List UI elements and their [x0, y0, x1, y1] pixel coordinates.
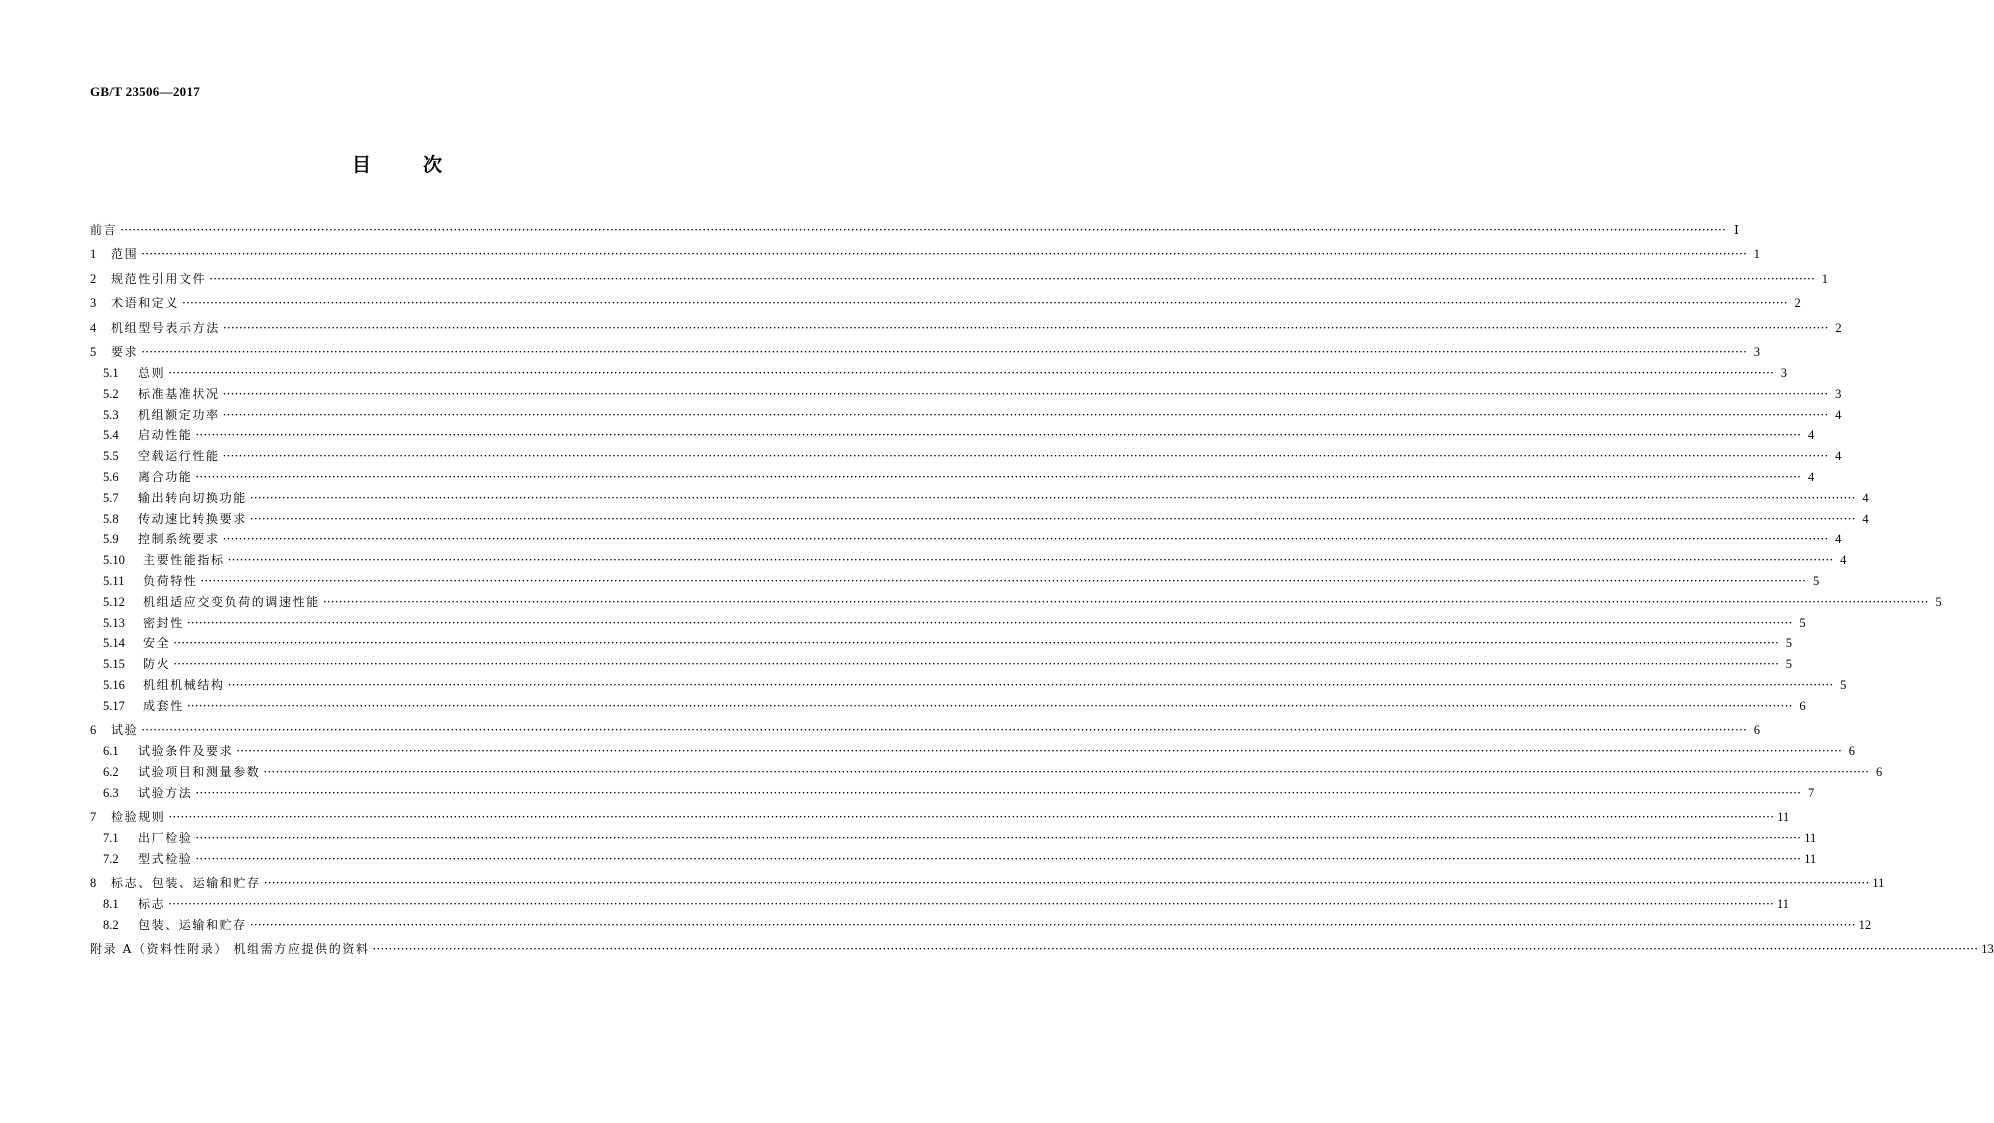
toc-dot-leader: ················································································································································································································································································································································································································: [168, 897, 1774, 912]
toc-entry[interactable]: [90, 405, 1842, 426]
toc-entry-page: 5: [1785, 657, 1792, 672]
toc-dot-leader: ················································································································································································································································································································································································································: [222, 320, 1829, 335]
toc-entry[interactable]: [90, 425, 1815, 446]
toc-entry-label: 标志、包装、运输和贮存: [111, 876, 261, 891]
toc-dot-leader: ················································································································································································································································································································································································································: [227, 553, 1834, 568]
toc-entry[interactable]: [90, 828, 1817, 849]
toc-entry-label: 标志: [138, 897, 166, 912]
toc-entry-label: 成套性: [143, 698, 184, 713]
toc-entry-label: 机组型号表示方法: [111, 320, 220, 335]
toc-entry[interactable]: [90, 894, 1790, 915]
toc-entry-number: 1: [90, 247, 97, 262]
toc-dot-leader: ················································································································································································································································································································································································································: [227, 677, 1834, 692]
toc-dot-leader: ················································································································································································································································································································································································································: [200, 573, 1807, 588]
toc-entry-page: Ⅰ: [1734, 222, 1739, 237]
toc-entry-page: 11: [1804, 851, 1817, 866]
toc-entry[interactable]: [90, 849, 1817, 870]
toc-entry-label: 机组机械结构: [143, 677, 225, 692]
toc-entry-page: 6: [1848, 744, 1855, 759]
toc-entry[interactable]: [90, 803, 1790, 828]
toc-entry-page: 4: [1807, 428, 1815, 443]
toc-entry[interactable]: [90, 529, 1842, 550]
toc-dot-leader: ················································································································································································································································································································································································································: [195, 428, 1802, 443]
toc-entry-label: 术语和定义: [111, 296, 180, 311]
toc-entry-number: 2: [90, 271, 97, 286]
toc-dot-leader: ················································································································································································································································································································································································································: [141, 723, 1747, 738]
toc-dot-leader: ················································································································································································································································································································································································································: [173, 636, 1779, 651]
toc-entry-label: 型式检验: [138, 851, 193, 866]
toc-entry[interactable]: [90, 571, 1820, 592]
toc-dot-leader: ················································································································································································································································································································································································································: [263, 764, 1870, 779]
toc-entry-label: 空载运行性能: [138, 449, 220, 464]
toc-entry-label: 输出转向切换功能: [138, 490, 247, 505]
toc-entry-page: 12: [1858, 917, 1872, 932]
toc-entry[interactable]: [90, 762, 1883, 783]
toc-entry-number: 5.5: [103, 449, 119, 464]
toc-entry-number: 4: [90, 320, 97, 335]
toc-entry-label: 防火: [143, 657, 171, 672]
title-char-2: 次: [423, 154, 443, 176]
toc-dot-leader: ················································································································································································································································································································································································································: [263, 876, 1870, 891]
toc-entry-page: 4: [1862, 490, 1869, 505]
toc-entry[interactable]: [90, 741, 1855, 762]
toc-dot-leader: ················································································································································································································································································································································································································: [141, 247, 1747, 262]
toc-dot-leader: ················································································································································································································································································································································································································: [195, 785, 1802, 800]
toc-entry-number: 6.3: [103, 785, 119, 800]
toc-entry-page: 11: [1776, 897, 1790, 912]
toc-entry-page: 5: [1785, 636, 1792, 651]
toc-dot-leader: ················································································································································································································································································································································································································: [168, 810, 1775, 825]
toc-entry-label: 总则: [138, 366, 166, 380]
toc-entry-number: 5.8: [103, 511, 119, 526]
toc-entry-label: 前言: [90, 222, 118, 237]
toc-entry-page: 4: [1840, 553, 1847, 568]
toc-entry-page: 4: [1807, 469, 1815, 484]
toc-entry[interactable]: [90, 915, 1872, 936]
toc-entry-page: 2: [1794, 296, 1801, 311]
toc-entry-number: 5.1: [103, 366, 119, 380]
toc-entry-label: 规范性引用文件: [111, 271, 207, 286]
toc-entry-page: 1: [1821, 271, 1828, 286]
toc-entry-number: 6.2: [103, 764, 119, 779]
toc-dot-leader: ················································································································································································································································································································································································································: [236, 744, 1842, 759]
toc-dot-leader: ················································································································································································································································································································································································································: [249, 511, 1856, 526]
toc-entry-number: 5.15: [103, 657, 125, 672]
toc-entry-number: 5.9: [103, 532, 119, 547]
toc-entry-label: 安全: [143, 636, 171, 651]
toc-entry-label: 试验方法: [138, 785, 193, 800]
toc-entry-label: 机组额定功率: [138, 407, 220, 422]
toc-entry-page: 6: [1799, 698, 1806, 713]
toc-entry-label: 出厂检验: [138, 830, 193, 845]
toc-entry-page: 4: [1835, 407, 1842, 422]
toc-dot-leader: ················································································································································································································································································································································································································: [186, 615, 1793, 630]
toc-entry-number: 5.4: [103, 428, 119, 443]
page-title: [0, 150, 794, 177]
toc-entry[interactable]: [90, 936, 1994, 961]
toc-entry[interactable]: [90, 675, 1847, 696]
toc-entry-page: 1: [1753, 247, 1760, 262]
toc-entry-number: 3: [90, 296, 97, 311]
toc-entry-number: 6: [90, 723, 97, 738]
toc-entry-page: 5: [1935, 594, 1942, 609]
toc-entry[interactable]: [90, 290, 1801, 315]
toc-entry-label: 范围: [111, 247, 139, 262]
toc-dot-leader: ················································································································································································································································································································································································································: [222, 532, 1829, 547]
toc-entry[interactable]: [90, 696, 1806, 717]
toc-entry-number: 8.1: [103, 897, 119, 912]
toc-entry-page: 13: [1981, 942, 1994, 957]
toc-entry[interactable]: [90, 550, 1847, 571]
toc-dot-leader: ················································································································································································································································································································································································································: [186, 698, 1793, 713]
toc-entry-page: 5: [1799, 615, 1806, 630]
toc-entry-number: 7.1: [103, 830, 119, 845]
toc-entry-number: 5.12: [103, 594, 125, 609]
toc-entry-page: 5: [1812, 573, 1820, 588]
toc-entry[interactable]: [90, 654, 1792, 675]
toc-entry-number: 7.2: [103, 851, 119, 866]
toc-entry-label: 试验: [111, 723, 139, 738]
toc-entry-label: 附录 A（资料性附录） 机组需方应提供的资料: [90, 942, 370, 957]
toc-entry[interactable]: [90, 265, 1828, 290]
toc-dot-leader: ················································································································································································································································································································································································································: [249, 490, 1856, 505]
toc-entry-page: 3: [1780, 366, 1787, 380]
toc-entry-label: 机组适应交变负荷的调速性能: [143, 594, 320, 609]
toc-entry[interactable]: [90, 467, 1815, 488]
toc-entry[interactable]: [90, 613, 1806, 634]
toc-entry-label: 启动性能: [138, 428, 193, 443]
toc-entry[interactable]: [90, 488, 1869, 509]
toc-entry[interactable]: [90, 241, 1760, 266]
toc-entry-number: 5.16: [103, 677, 125, 692]
toc-entry-page: 4: [1862, 511, 1869, 526]
toc-entry[interactable]: [90, 633, 1792, 654]
toc-entry[interactable]: [90, 216, 1739, 241]
toc-entry-label: 试验条件及要求: [138, 744, 234, 759]
toc-entry[interactable]: [90, 509, 1869, 530]
toc-entry-number: 5.6: [103, 469, 119, 484]
title-char-1: 目: [351, 154, 371, 176]
toc-entry[interactable]: [90, 592, 1942, 613]
toc-entry-label: 离合功能: [138, 469, 193, 484]
toc-entry-page: 6: [1875, 764, 1883, 779]
toc-entry-page: 3: [1835, 386, 1842, 401]
toc-dot-leader: ················································································································································································································································································································································································································: [222, 386, 1829, 401]
toc-entry-page: 6: [1753, 723, 1760, 738]
toc-entry-number: 5.10: [103, 553, 125, 568]
toc-entry-page: 11: [1872, 876, 1885, 891]
toc-dot-leader: ················································································································································································································································································································································································································: [195, 830, 1802, 845]
toc-entry[interactable]: [90, 339, 1760, 364]
toc-entry-page: 4: [1835, 449, 1842, 464]
toc-entry-number: 5.14: [103, 636, 125, 651]
toc-entry-number: 6.1: [103, 744, 119, 759]
toc-entry-label: 试验项目和测量参数: [138, 764, 261, 779]
toc-dot-leader: ················································································································································································································································································································································································································: [222, 449, 1829, 464]
toc-entry-page: 5: [1840, 677, 1847, 692]
toc-dot-leader: ················································································································································································································································································································································································································: [173, 657, 1779, 672]
toc-entry-number: 5.13: [103, 615, 125, 630]
toc-dot-leader: ················································································································································································································································································································································································································: [120, 222, 1726, 237]
toc-entry[interactable]: [90, 363, 1787, 384]
toc-entry[interactable]: [90, 314, 1842, 339]
toc-entry-label: 控制系统要求: [138, 532, 220, 547]
toc-entry-label: 密封性: [143, 615, 184, 630]
toc-entry-number: 8: [90, 876, 97, 891]
toc-dot-leader: ················································································································································································································································································································································································································: [322, 594, 1929, 609]
toc-entry-label: 要求: [111, 345, 139, 360]
standard-code: GB/T 23506—2017: [90, 84, 201, 99]
toc-entry[interactable]: [90, 783, 1815, 804]
toc-entry-page: 2: [1835, 320, 1842, 335]
toc-entry-page: 11: [1804, 830, 1817, 845]
toc-entry[interactable]: [90, 870, 1885, 895]
toc-entry-number: 5.17: [103, 698, 125, 713]
toc-entry-number: 5.11: [103, 573, 125, 588]
table-of-contents: [90, 216, 1994, 960]
toc-entry-number: 7: [90, 810, 97, 825]
toc-entry-label: 检验规则: [111, 810, 166, 825]
toc-entry[interactable]: [90, 384, 1842, 405]
toc-dot-leader: ················································································································································································································································································································································································································: [249, 917, 1856, 932]
toc-entry-label: 主要性能指标: [143, 553, 225, 568]
toc-entry-label: 负荷特性: [143, 573, 198, 588]
toc-entry-number: 5.7: [103, 490, 119, 505]
toc-dot-leader: ················································································································································································································································································································································································································: [195, 851, 1802, 866]
toc-dot-leader: ················································································································································································································································································································································································································: [209, 271, 1815, 286]
toc-entry-label: 标准基准状况: [138, 386, 220, 401]
toc-dot-leader: ················································································································································································································································································································································································································: [222, 407, 1829, 422]
toc-dot-leader: ················································································································································································································································································································································································································: [195, 469, 1802, 484]
toc-entry-page: 4: [1835, 532, 1842, 547]
toc-entry-number: 5: [90, 345, 97, 360]
toc-entry-page: 7: [1807, 785, 1815, 800]
toc-entry-number: 5.2: [103, 386, 119, 401]
toc-entry-page: 11: [1777, 810, 1790, 825]
toc-dot-leader: ················································································································································································································································································································································································································: [168, 366, 1774, 380]
toc-entry[interactable]: [90, 717, 1760, 742]
toc-entry-label: 包装、运输和贮存: [138, 917, 247, 932]
toc-entry-number: 8.2: [103, 917, 119, 932]
toc-dot-leader: ················································································································································································································································································································································································································: [182, 296, 1788, 311]
toc-entry-page: 3: [1753, 345, 1760, 360]
toc-dot-leader: ················································································································································································································································································································································································································: [372, 942, 1979, 957]
toc-entry[interactable]: [90, 446, 1842, 467]
toc-entry-number: 5.3: [103, 407, 119, 422]
toc-dot-leader: ················································································································································································································································································································································································································: [141, 345, 1747, 360]
toc-entry-label: 传动速比转换要求: [138, 511, 247, 526]
